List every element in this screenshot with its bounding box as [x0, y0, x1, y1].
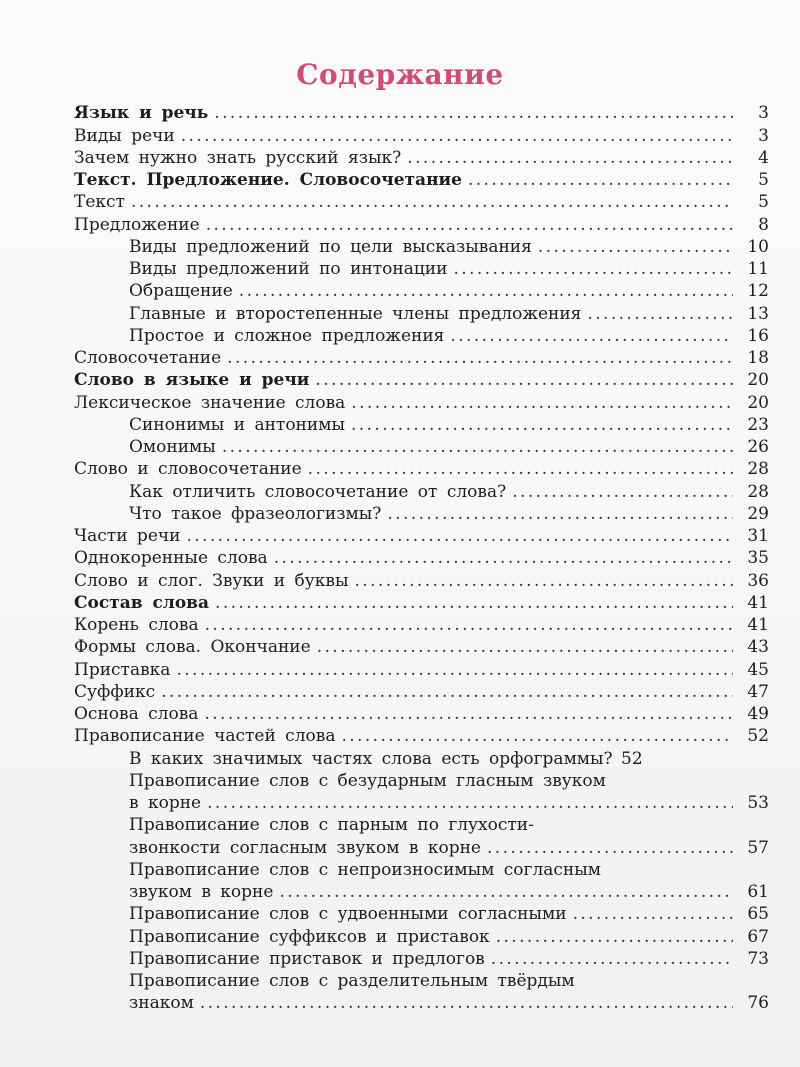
dot-leader — [161, 682, 733, 702]
toc-entry — [74, 435, 769, 457]
dot-leader — [587, 304, 733, 324]
toc-entry-title: Слово и слог. Звуки и буквы — [74, 570, 349, 591]
toc-entry-title: Правописание суффиксов и приставок — [129, 926, 490, 947]
dot-leader — [387, 504, 733, 524]
dot-leader — [222, 437, 733, 457]
toc-entry — [74, 568, 769, 590]
toc-entry-title: Состав слова — [74, 592, 210, 613]
dot-leader — [131, 192, 733, 212]
toc-entry — [74, 613, 769, 635]
dot-leader — [206, 215, 733, 235]
toc-entry-title: Суффикс — [74, 681, 156, 702]
toc-entry-title: Зачем нужно знать русский язык? — [74, 147, 402, 168]
dot-leader — [308, 459, 733, 479]
toc-entry — [74, 791, 769, 813]
toc-page-number: 3 — [758, 103, 769, 124]
toc-entry-title: Правописание слов с разделительным твёрдым — [129, 971, 575, 991]
toc-entry-title: Правописание слов с непроизносимым согласным — [129, 859, 601, 880]
toc-entry-title: Правописание слов с удвоенными согласными — [129, 904, 567, 925]
toc-entry-title: Что такое фразеологизмы? — [129, 503, 382, 524]
toc-entry-title: Как отличить словосочетание от слова? — [129, 481, 507, 502]
dot-leader — [496, 927, 733, 947]
toc-page-number: 49 — [747, 704, 769, 724]
dot-leader — [176, 660, 733, 680]
toc-entry — [74, 724, 769, 746]
toc-page-number: 18 — [747, 348, 769, 368]
toc-page-number: 20 — [747, 370, 769, 391]
toc-page-number: 26 — [747, 437, 769, 457]
toc-page-number: 4 — [758, 147, 769, 168]
toc-entry — [74, 924, 769, 946]
toc-entry — [74, 479, 769, 501]
toc-page-number: 5 — [758, 170, 769, 190]
toc-entry-line — [74, 813, 769, 835]
toc-page-number: 11 — [747, 259, 769, 279]
dot-leader — [538, 237, 733, 257]
toc-entry-title: Формы слова. Окончание — [74, 637, 311, 658]
toc-page-number: 8 — [758, 214, 769, 235]
toc-page-number: 76 — [747, 993, 769, 1014]
toc-entry-line — [74, 769, 769, 791]
toc-entry-title: Виды речи — [74, 125, 175, 146]
toc-entry-title: Правописание слов с безударным гласным звуком — [129, 770, 606, 791]
toc-entry — [74, 257, 769, 279]
toc-entry-title: Однокоренные слова — [74, 548, 268, 569]
toc-entry-title: Правописание приставок и предлогов — [129, 948, 485, 969]
toc-entry-title: Обращение — [129, 281, 233, 302]
toc-entry — [74, 591, 769, 613]
toc-page-number: 5 — [758, 192, 769, 213]
dot-leader — [573, 904, 733, 924]
toc-page-number: 45 — [747, 659, 769, 680]
dot-leader — [351, 393, 733, 413]
toc-entry-title: Корень слова — [74, 615, 199, 635]
toc-page-number: 28 — [747, 481, 769, 502]
toc-entry-title: звуком в корне — [129, 882, 274, 902]
toc-entry — [74, 413, 769, 435]
toc-entry — [74, 212, 769, 234]
toc-page-number: 31 — [747, 526, 769, 546]
toc-entry — [74, 190, 769, 212]
toc-entry — [74, 368, 769, 390]
dot-leader — [279, 882, 733, 902]
toc-entry — [74, 702, 769, 724]
toc-entry — [74, 680, 769, 702]
toc-entry-title: Текст. Предложение. Словосочетание — [74, 170, 462, 190]
toc-entry-title: Простое и сложное предложения — [129, 325, 445, 346]
toc-page-number: 35 — [747, 548, 769, 569]
toc-entry — [74, 146, 769, 168]
toc-entry-title: Виды предложений по интонации — [129, 259, 448, 279]
toc-entry-title: Предложение — [74, 214, 200, 235]
toc-entry-line — [74, 858, 769, 880]
dot-leader — [205, 615, 733, 635]
dot-leader — [214, 103, 733, 123]
dot-leader — [354, 571, 733, 591]
dot-leader — [315, 370, 733, 390]
toc-entry — [74, 880, 769, 902]
toc-entry-title: Синонимы и антонимы — [129, 414, 345, 435]
toc-entry-title: Текст — [74, 192, 125, 213]
toc-entry-title: Язык и речь — [74, 103, 209, 124]
dot-leader — [468, 170, 733, 190]
toc-page-number: 52 — [747, 726, 769, 747]
toc-page-number: 13 — [747, 303, 769, 324]
toc-page-number: 36 — [747, 570, 769, 591]
toc-page-number: 10 — [747, 236, 769, 257]
toc-entry — [74, 235, 769, 257]
toc-page-number: 73 — [747, 948, 769, 969]
toc-page-number: 61 — [747, 882, 769, 902]
toc-entry — [74, 123, 769, 145]
dot-leader — [317, 637, 733, 657]
toc-entry-title: Омонимы — [129, 437, 216, 457]
toc-page-number: 20 — [747, 392, 769, 413]
dot-leader — [239, 281, 733, 301]
toc-page-number: 67 — [747, 926, 769, 947]
toc-page-number: 47 — [747, 681, 769, 702]
toc-entry — [74, 168, 769, 190]
toc-entry — [74, 635, 769, 657]
toc-entry-title: Главные и второстепенные члены предложения — [129, 303, 582, 324]
dot-leader — [407, 148, 733, 168]
toc-page-number: 41 — [747, 615, 769, 635]
dot-leader — [450, 326, 733, 346]
toc-entry — [74, 746, 769, 768]
toc-entry — [74, 101, 769, 123]
dot-leader — [200, 993, 733, 1013]
toc-entry-title: в корне — [129, 793, 202, 813]
toc-entry-title: Правописание частей слова — [74, 726, 336, 747]
toc-entry — [74, 524, 769, 546]
dot-leader — [351, 415, 733, 435]
dot-leader — [204, 704, 733, 724]
toc-entry-title: Лексическое значение слова — [74, 392, 346, 413]
page-title: Содержание — [296, 58, 504, 91]
dot-leader — [491, 949, 733, 969]
dot-leader — [487, 838, 733, 858]
dot-leader — [186, 526, 733, 546]
toc-page-number: 57 — [747, 837, 769, 858]
toc-page-number: 23 — [747, 414, 769, 435]
toc-entry-title: Приставка — [74, 659, 171, 680]
toc-page-number: 41 — [747, 592, 769, 613]
toc-page-number: 3 — [758, 125, 769, 146]
toc-page-number: 53 — [747, 793, 769, 813]
toc-entry — [74, 546, 769, 568]
toc-entry — [74, 902, 769, 924]
dot-leader — [512, 482, 733, 502]
dot-leader — [453, 259, 733, 279]
dot-leader — [227, 348, 733, 368]
dot-leader — [215, 593, 733, 613]
toc-page-number: 43 — [747, 637, 769, 658]
toc-page-number: 16 — [747, 325, 769, 346]
dot-leader — [274, 548, 733, 568]
toc-entry — [74, 835, 769, 857]
toc-entry — [74, 657, 769, 679]
toc-entry — [74, 324, 769, 346]
toc-entry — [74, 279, 769, 301]
toc-entry — [74, 502, 769, 524]
toc-entry — [74, 457, 769, 479]
toc-entry — [74, 390, 769, 412]
toc-page-number: 12 — [747, 281, 769, 302]
toc-entry — [74, 301, 769, 323]
toc-entry-title: В каких значимых частях слова есть орфограммы? — [129, 748, 613, 769]
toc-entry-title: Слово в языке и речи — [74, 370, 310, 391]
dot-leader — [341, 726, 733, 746]
dot-leader — [207, 793, 733, 813]
toc-entry-title: Правописание слов с парным по глухости- — [129, 815, 534, 836]
toc-entry-title: Слово и словосочетание — [74, 459, 302, 480]
table-of-contents — [74, 101, 769, 1013]
toc-page-number: 65 — [747, 904, 769, 925]
toc-page-number: 28 — [747, 459, 769, 480]
toc-entry-title: знаком — [129, 993, 194, 1014]
toc-entry-title: Виды предложений по цели высказывания — [129, 236, 532, 257]
toc-entry-title: Части речи — [74, 526, 181, 546]
dot-leader — [181, 126, 733, 146]
toc-page-number: 29 — [747, 503, 769, 524]
toc-entry-title: Словосочетание — [74, 348, 222, 368]
toc-entry-line — [74, 969, 769, 991]
toc-entry — [74, 947, 769, 969]
toc-entry — [74, 346, 769, 368]
toc-entry-title: Основа слова — [74, 704, 199, 724]
toc-page-number: 52 — [621, 748, 643, 769]
toc-entry-title: звонкости согласным звуком в корне — [129, 837, 481, 858]
toc-entry — [74, 991, 769, 1013]
